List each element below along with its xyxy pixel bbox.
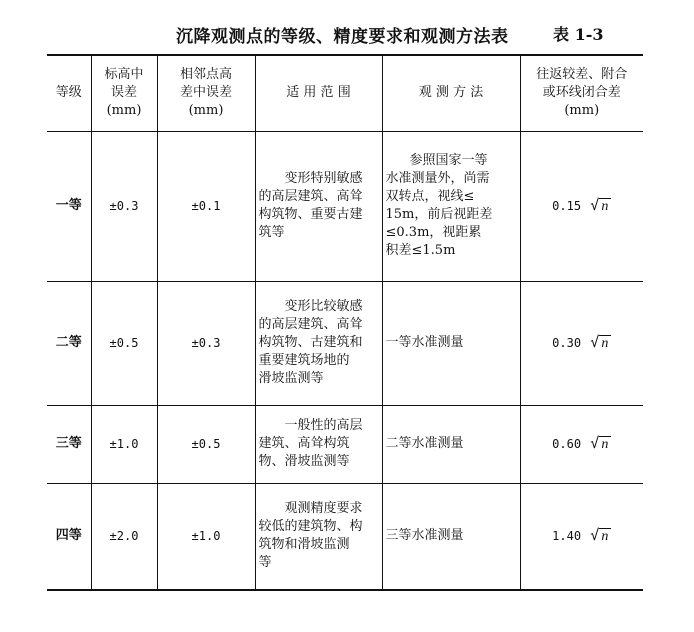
elevation-error-cell: ±1.0 (91, 405, 157, 483)
header-method: 观 测 方 法 (382, 55, 520, 131)
adjacent-error-cell: ±0.5 (157, 405, 255, 483)
elevation-error-cell: ±0.3 (91, 131, 157, 281)
closure-cell: 1.40 √ n (520, 483, 643, 590)
table-row (47, 405, 643, 483)
header-grade: 等级 (47, 55, 91, 131)
header-adjacent-error: 相邻点高 差中误差 (mm) (157, 55, 255, 131)
method-cell: 二等水准测量 (382, 405, 520, 483)
table-title: 沉降观测点的等级、精度要求和观测方法表 (176, 27, 509, 47)
header-row (47, 55, 643, 131)
elevation-error-cell: ±0.5 (91, 281, 157, 405)
header-elevation-error: 标高中 误差 (mm) (91, 55, 157, 131)
table-row (47, 131, 643, 281)
scope-cell: 变形特别敏感 的高层建筑、高耸 构筑物、重要古建 筑等 (255, 131, 382, 281)
grade-cell: 二等 (47, 281, 91, 405)
grade-cell: 一等 (47, 131, 91, 281)
method-cell: 一等水准测量 (382, 281, 520, 405)
sqrt-symbol: √ n (590, 434, 611, 454)
sqrt-symbol: √ n (590, 333, 611, 353)
header-scope: 适 用 范 围 (255, 55, 382, 131)
adjacent-error-cell: ±0.1 (157, 131, 255, 281)
adjacent-error-cell: ±1.0 (157, 483, 255, 590)
table-row (47, 281, 643, 405)
method-cell: 三等水准测量 (382, 483, 520, 590)
method-cell: 参照国家一等 水准测量外，尚需 双转点，视线≤ 15m，前后视距差 ≤0.3m，视距累 积差≤1.5m (382, 131, 520, 281)
closure-cell: 0.15 √ n (520, 131, 643, 281)
scope-cell: 一般性的高层 建筑、高耸构筑 物、滑坡监测等 (255, 405, 382, 483)
settlement-observation-table (47, 54, 643, 591)
table-caption (0, 22, 694, 46)
table-number: 表 1-3 (553, 25, 604, 44)
closure-cell: 0.60 √ n (520, 405, 643, 483)
sqrt-symbol: √ n (590, 526, 611, 546)
grade-cell: 四等 (47, 483, 91, 590)
table-row (47, 483, 643, 590)
scope-cell: 变形比较敏感 的高层建筑、高耸 构筑物、古建筑和 重要建筑场地的 滑坡监测等 (255, 281, 382, 405)
grade-cell: 三等 (47, 405, 91, 483)
scope-cell: 观测精度要求 较低的建筑物、构 筑物和滑坡监测 等 (255, 483, 382, 590)
header-closure: 往返较差、附合 或环线闭合差 (mm) (520, 55, 643, 131)
sqrt-symbol: √ n (590, 196, 611, 216)
closure-cell: 0.30 √ n (520, 281, 643, 405)
adjacent-error-cell: ±0.3 (157, 281, 255, 405)
elevation-error-cell: ±2.0 (91, 483, 157, 590)
